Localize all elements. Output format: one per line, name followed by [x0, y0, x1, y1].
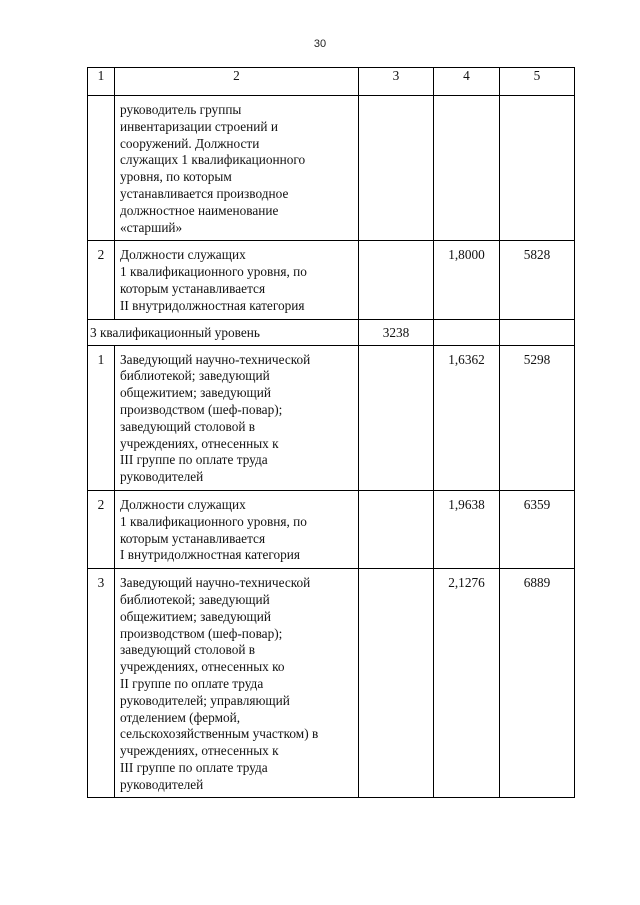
table-cell-col3 — [359, 490, 434, 568]
description-line: II внутридолжностная категория — [120, 297, 305, 313]
table-cell-col4 — [434, 96, 500, 241]
row-number: 2 — [88, 490, 115, 568]
description-line: I внутридолжностная категория — [120, 547, 301, 563]
position-description — [115, 96, 359, 241]
row-number: 2 — [88, 241, 115, 319]
table-cell-col3 — [359, 345, 434, 490]
description-line: Должности служащих — [120, 247, 246, 263]
description-line: учреждениях, отнесенных к — [120, 743, 279, 759]
position-description — [115, 345, 359, 490]
description-line: II группе по оплате труда — [120, 675, 264, 691]
description-line: руководитель группы — [120, 102, 242, 117]
table-cell-col5: 6359 — [500, 490, 575, 568]
description-line: сельскохозяйственным участком) в — [120, 726, 319, 742]
description-line: уровня, по которым — [120, 169, 232, 185]
table-header-row — [88, 68, 575, 96]
table-cell-col4: 2,1276 — [434, 569, 500, 798]
description-line: учреждениях, отнесенных к — [120, 435, 279, 451]
table-row — [88, 345, 575, 490]
row-number — [88, 96, 115, 241]
description-line: которым устанавливается — [120, 280, 266, 296]
table-cell-col5: 5298 — [500, 345, 575, 490]
table-cell-col5 — [500, 96, 575, 241]
qualification-level-label: 3 квалификационный уровень — [88, 319, 359, 345]
description-line: III группе по оплате труда — [120, 452, 268, 468]
description-line: которым устанавливается — [120, 530, 266, 546]
table-row — [88, 490, 575, 568]
description-line: должностное наименование — [120, 202, 279, 218]
table-cell-col3: 3238 — [359, 319, 434, 345]
row-number: 1 — [88, 345, 115, 490]
description-line: руководителей — [120, 776, 204, 792]
table-cell-col3 — [359, 569, 434, 798]
description-line: руководителей — [120, 469, 204, 485]
table-cell-col4 — [434, 319, 500, 345]
description-line: библиотекой; заведующий — [120, 368, 270, 384]
salary-table — [87, 67, 575, 798]
table-cell-col4: 1,8000 — [434, 241, 500, 319]
description-line: «старший» — [120, 219, 183, 235]
page-number: 30 — [313, 38, 327, 50]
table-cell-col5 — [500, 319, 575, 345]
description-line: библиотекой; заведующий — [120, 591, 270, 607]
row-number: 3 — [88, 569, 115, 798]
table-cell-col3 — [359, 96, 434, 241]
header-cell: 3 — [359, 68, 434, 96]
description-line: общежитием; заведующий — [120, 608, 272, 624]
description-line: производством (шеф-повар); — [120, 401, 283, 417]
header-cell: 5 — [500, 68, 575, 96]
description-line: инвентаризации строений и — [120, 118, 278, 134]
description-line: заведующий столовой в — [120, 642, 256, 658]
qualification-level-row — [88, 319, 575, 345]
position-description — [115, 569, 359, 798]
description-line: руководителей; управляющий — [120, 692, 290, 708]
description-line: III группе по оплате труда — [120, 759, 268, 775]
description-line: заведующий столовой в — [120, 418, 256, 434]
table-cell-col5: 5828 — [500, 241, 575, 319]
position-description — [115, 241, 359, 319]
description-line: Заведующий научно-технической — [120, 351, 311, 367]
table-cell-col4: 1,9638 — [434, 490, 500, 568]
description-line: учреждениях, отнесенных ко — [120, 659, 285, 675]
table-cell-col5: 6889 — [500, 569, 575, 798]
description-line: производством (шеф-повар); — [120, 625, 283, 641]
table-row — [88, 96, 575, 241]
description-line: 1 квалификационного уровня, по — [120, 513, 307, 529]
header-cell: 4 — [434, 68, 500, 96]
description-line: Заведующий научно-технической — [120, 575, 311, 591]
description-line: 1 квалификационного уровня, по — [120, 264, 307, 280]
description-line: отделением (фермой, — [120, 709, 241, 725]
description-line: Должности служащих — [120, 496, 246, 512]
description-line: сооружений. Должности — [120, 135, 260, 151]
table-cell-col3 — [359, 241, 434, 319]
description-line: устанавливается производное — [120, 185, 289, 201]
table-cell-col4: 1,6362 — [434, 345, 500, 490]
header-cell: 2 — [115, 68, 359, 96]
position-description — [115, 490, 359, 568]
description-line: служащих 1 квалификационного — [120, 152, 306, 168]
description-line: общежитием; заведующий — [120, 385, 272, 401]
header-cell: 1 — [88, 68, 115, 96]
table-row — [88, 241, 575, 319]
table-row — [88, 569, 575, 798]
